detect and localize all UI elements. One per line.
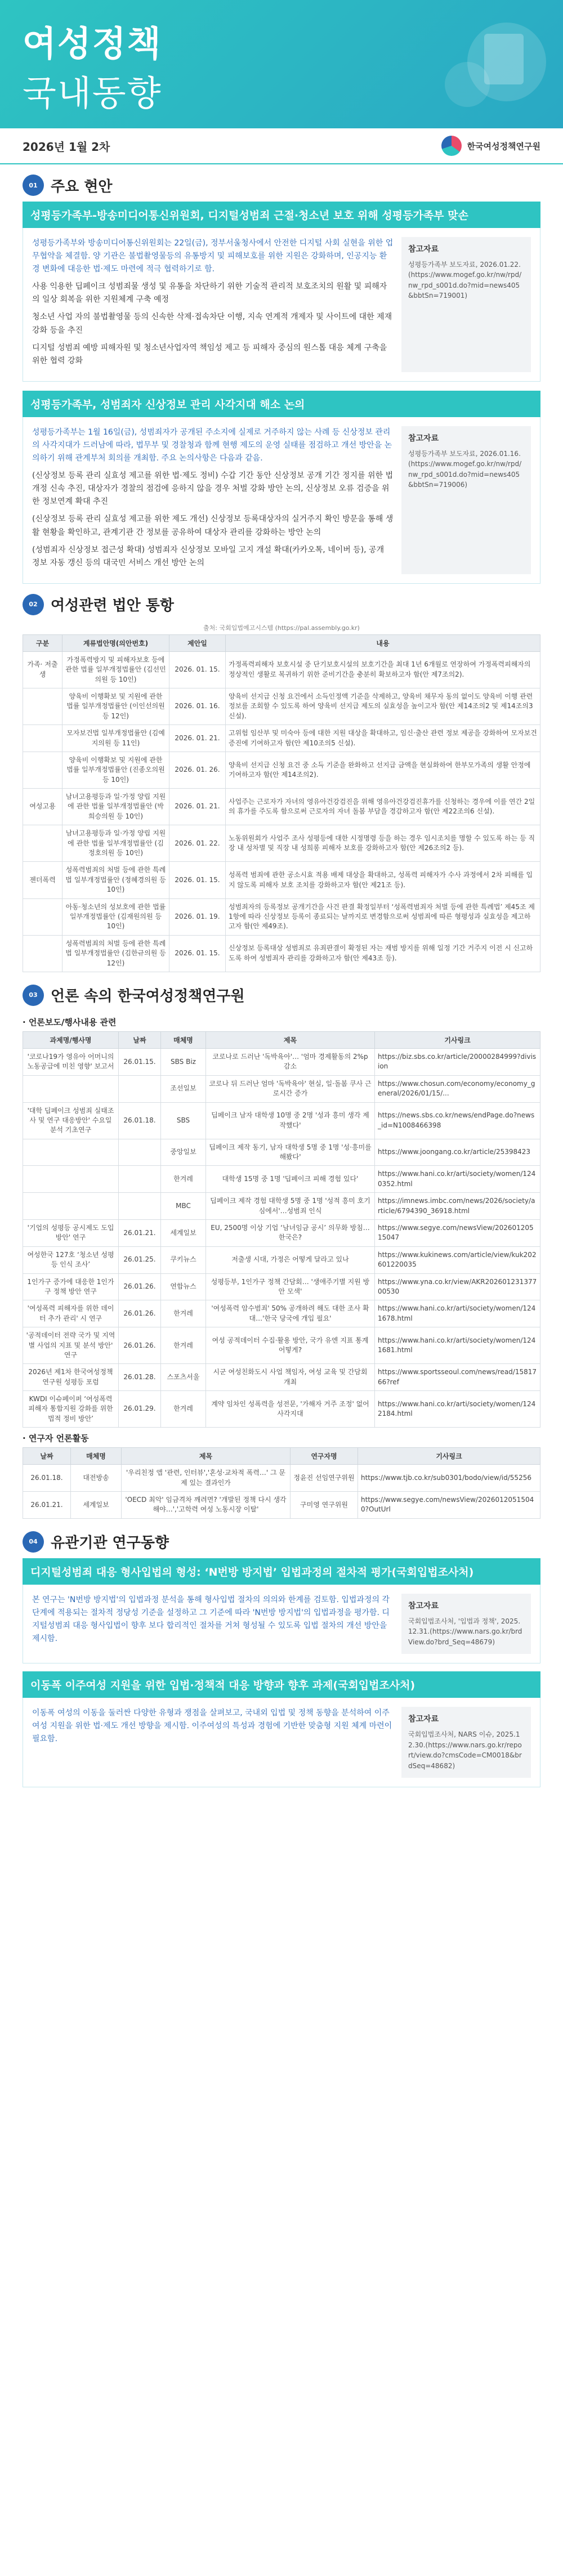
article-date: 26.01.26. xyxy=(119,1300,161,1327)
section-badge: 04 xyxy=(23,1531,44,1553)
task-name xyxy=(23,1075,119,1102)
media-name: 세계일보 xyxy=(161,1220,206,1247)
article-date: 26.01.15. xyxy=(119,1048,161,1075)
column-header: 과제명/행사명 xyxy=(23,1031,119,1048)
table-row xyxy=(23,898,540,935)
media-name: MBC xyxy=(161,1193,206,1220)
task-name xyxy=(23,1193,119,1220)
column-header: 제목 xyxy=(122,1448,291,1465)
table-row xyxy=(23,1075,540,1102)
reference-link[interactable]: 성평등가족부 보도자료, 2026.01.16.(https://www.mogef.go.kr/nw/rpd/nw_rpd_s001d.do?mid=news405&bbtSn=719006) xyxy=(408,449,522,489)
media-name: 중앙일보 xyxy=(161,1139,206,1166)
media-name: 세계일보 xyxy=(71,1492,122,1519)
article-date: 26.01.29. xyxy=(119,1391,161,1428)
news-body xyxy=(23,417,540,584)
issue-date: 2026년 1월 2차 xyxy=(23,140,110,154)
article-title: 저출생 시대, 가정은 어떻게 달라고 있나 xyxy=(206,1246,375,1273)
news-body xyxy=(23,1698,540,1787)
bill-name: 남녀고용평등과 일·가정 양립 지원에 관한 법률 일부개정법률안 (김정호의원 등 10인) xyxy=(62,825,169,862)
date-bar xyxy=(0,128,563,164)
media-name: 조선일보 xyxy=(161,1075,206,1102)
article-date xyxy=(119,1193,161,1220)
media-name: 연합뉴스 xyxy=(161,1273,206,1300)
article-title: 대학생 15명 중 1명 '딥페이크 피해 경험 있다' xyxy=(206,1166,375,1193)
law-category: 여성고용 xyxy=(23,789,62,825)
table-row xyxy=(23,1193,540,1220)
law-category xyxy=(23,688,62,724)
table-row xyxy=(23,1300,540,1327)
bill-content: 고위험 임산부 및 미숙아 등에 대한 지원 대상을 확대하고, 임신·출산 관련 정보 제공을 강화하여 모자보건 증진에 기여하고자 함(안 제10조의5 신설). xyxy=(226,725,540,752)
law-category xyxy=(23,825,62,862)
article-title: 딥페이크 남자 대학생 10명 중 2명 '성과 흥미 생각 제작했다' xyxy=(206,1102,375,1139)
news-lead: 이동폭 여성의 이동을 둘러싼 다양한 유형과 쟁점을 살펴보고, 국내외 입법 및 정책 동향을 분석하여 이주여성 지원을 위한 법·제도 개선 방향을 제시함. 이주여성의 특성과 경험에 기반한 맞춤형 지원 체계 마련이 필요함. xyxy=(32,1709,392,1744)
bill-content: 노동위원회가 사업주 조사 성평등에 대한 시정명령 등을 하는 경우 임시조치를 명할 수 있도록 하는 등 직장 내 성차별 및 직장 내 성희롱 피해자 보호를 강화하고자 함(안 제26조의2 등). xyxy=(226,825,540,862)
header-title-main: 여성정책 xyxy=(23,23,162,64)
media-name: 쿠키뉴스 xyxy=(161,1246,206,1273)
researcher-name: 정윤진 선임연구위원 xyxy=(291,1465,358,1492)
bill-content: 사업주는 근로자가 자녀의 영유아건강검진을 위해 영유아건강검진휴가를 신청하는 경우에 이를 연간 2일의 휴가를 주도록 함으로써 근로자의 자녀 돌봄 부담을 경감하고자 함(안 제22조의6 신설). xyxy=(226,789,540,825)
media-name: 스포츠서울 xyxy=(161,1364,206,1391)
media-name: SBS Biz xyxy=(161,1048,206,1075)
table-row xyxy=(23,1048,540,1075)
column-header: 연구자명 xyxy=(291,1448,358,1465)
column-header: 제안일 xyxy=(169,634,226,651)
reference-box xyxy=(401,1594,531,1654)
article-link[interactable]: https://www.hani.co.kr/arti/society/women/1241678.html xyxy=(375,1300,540,1327)
bill-content: 양육비 선지급 신청 요건에서 소득인정액 기준을 삭제하고, 양육비 채무자 동의 없이도 양육비 이행 관련 정보를 조회할 수 있도록 하여 양육비 선지급 제도의 실효성을 높이고자 함(안 제14조의2 및 제14조의3 신설). xyxy=(226,688,540,724)
news-lead: 성평등가족부와 방송미디어통신위원회는 22일(금), 정부서울청사에서 안전한 디지털 사회 실현을 위한 업무협약을 체결함. 양 기관은 불법촬영물등의 유통방지 및 피해보호를 위한 지원은 강화하며, 인공지능 환경 변화에 대응한 법·제도 마련에 적극 협력하기로 함. xyxy=(32,239,394,274)
proposal-date: 2026. 01. 16. xyxy=(169,688,226,724)
bill-name: 남녀고용평등과 일·가정 양립 지원에 관한 법률 일부개정법률안 (박희승의원 등 10인) xyxy=(62,789,169,825)
proposal-date: 2026. 01. 15. xyxy=(169,651,226,688)
column-header: 날짜 xyxy=(119,1031,161,1048)
column-header: 구분 xyxy=(23,634,62,651)
article-link[interactable]: https://news.sbs.co.kr/news/endPage.do?news_id=N1008466398 xyxy=(375,1102,540,1139)
reference-box xyxy=(401,1707,531,1778)
article-title: '여성폭력 암수범죄' 50% 공개하려 해도 대한 조사 확대…'한국 당국에 개입 필요' xyxy=(206,1300,375,1327)
law-category xyxy=(23,752,62,788)
section-badge: 01 xyxy=(23,175,44,196)
table-row xyxy=(23,935,540,972)
proposal-date: 2026. 01. 15. xyxy=(169,935,226,972)
article-title: 여성 공적데이터 수집·활용 방안, 국가 유엔 지표 통계 어떻게? xyxy=(206,1327,375,1364)
kwdi-logo-icon xyxy=(441,136,462,156)
reference-title: 참고자료 xyxy=(408,433,439,443)
table-row xyxy=(23,688,540,724)
law-category: 젠더폭력 xyxy=(23,862,62,898)
news-body xyxy=(23,1585,540,1663)
bill-content: 성폭력 범죄에 관한 공소시효 적용 배제 대상을 확대하고, 성폭력 피해자가 수사 과정에서 2차 피해를 입지 않도록 피해자 보호 조치를 강화하고자 함(안 제21조 등). xyxy=(226,862,540,898)
column-header: 날짜 xyxy=(23,1448,71,1465)
researcher-name: 구미영 연구위원 xyxy=(291,1492,358,1519)
article-link[interactable]: https://www.segye.com/newsView/20260120515040?OutUrl xyxy=(358,1492,540,1519)
article-date: 26.01.21. xyxy=(23,1492,71,1519)
news-point: (신상정보 등록 관리 실효성 제고를 위한 법·제도 정비) 수갑 기간 동안 신상정보 공개 기간 정지를 위한 법 개정 신속 추진, 대상자가 경찰의 점검에 응하지 않을 경우 처벌 강화 방안 논의, 신상정보 오류 검증을 위한 정보연계 확대 추진 xyxy=(32,471,394,507)
article-title: '우리친정 앱 '관련, 인터뷰','혼성·교차적 폭력…' 그 문제 있는 결과인가 xyxy=(122,1465,291,1492)
column-header: 매체명 xyxy=(71,1448,122,1465)
article-date: 26.01.28. xyxy=(119,1364,161,1391)
article-link[interactable]: https://www.joongang.co.kr/article/25398423 xyxy=(375,1139,540,1166)
section-badge: 02 xyxy=(23,594,44,615)
reference-title: 참고자료 xyxy=(408,245,439,254)
bill-content: 신상정보 등록대상 성범죄로 유죄판결이 확정된 자는 재범 방지를 위해 일정 기간 거주지 이전 시 신고하도록 하여 성범죄자 관리를 강화하고자 함(안 제43조 등). xyxy=(226,935,540,972)
law-category xyxy=(23,725,62,752)
bill-name: 아동·청소년의 성보호에 관한 법률 일부개정법률안 (김재원의원 등 10인) xyxy=(62,898,169,935)
bill-content: 성범죄자의 등록정보 공개기간을 사건 판결 확정일부터 ‘성폭력범죄자 처벌 등에 관한 특례법’ 제45조 제1항에 따라 신상정보 등록이 종료되는 날까지로 변경함으로써 성범죄에 따른 형평성과 실효성을 제고하고자 함(안 제49조). xyxy=(226,898,540,935)
proposal-date: 2026. 01. 21. xyxy=(169,789,226,825)
bill-name: 양육비 이행확보 및 지원에 관한 법률 일부개정법률안 (진종오의원 등 10인) xyxy=(62,752,169,788)
article-title: EU, 2500명 이상 기업 ‘남녀임금 공시’ 의무화 방침… 한국은? xyxy=(206,1220,375,1247)
header-title-sub: 국내동향 xyxy=(23,73,162,114)
article-link[interactable]: https://www.chosun.com/economy/economy_general/2026/01/15/... xyxy=(375,1075,540,1102)
article-link[interactable]: https://www.hani.co.kr/arti/society/women/1240352.html xyxy=(375,1166,540,1193)
article-title: 계약 임차인 성폭력을 성전문, '가해자 거주 조정' 없어 사각지대 xyxy=(206,1391,375,1428)
task-name: '기업의 성평등 공시제도 도입방안' 연구 xyxy=(23,1220,119,1247)
reference-link[interactable]: 성평등가족부 보도자료, 2026.01.22.(https://www.mogef.go.kr/nw/rpd/nw_rpd_s001d.do?mid=news405&bbtSn=719001) xyxy=(408,260,522,300)
table-row xyxy=(23,825,540,862)
column-header: 계류법안명(의안번호) xyxy=(62,634,169,651)
table-row xyxy=(23,1166,540,1193)
news-lead: 성평등가족부는 1월 16일(금), 성범죄자가 공개된 주소지에 실제로 거주하지 않는 사례 등 신상정보 관리의 사각지대가 드러남에 따라, 법무부 및 경찰청과 함께 현행 제도의 운영 실태를 점검하고 개선 방안을 논의하기 위해 관계부처 회의를 개최함. 주요 논의사항은 다음과 같음. xyxy=(32,427,392,463)
reference-link[interactable]: 국회입법조사처, '입법과 정책', 2025. 12.31.(https://www.nars.go.kr/brdView.do?brd_Seq=48679) xyxy=(408,1617,522,1646)
news-point: 디지털 성범죄 예방 피해자원 및 청소년사업자역 책임성 제고 등 피해자 중심의 원스톱 대응 체계 구축을 위한 협력 강화 xyxy=(32,343,387,365)
column-header: 매체명 xyxy=(161,1031,206,1048)
task-name: '대학 딥페이크 성범죄 실태조사 및 연구 대응방안' 수요일 분석 기초연구 xyxy=(23,1102,119,1139)
article-title: 코로나로 드러난 '독박육아'… '엄마 경제활동의 2%p 감소 xyxy=(206,1048,375,1075)
org-name: 한국여성정책연구원 xyxy=(467,141,540,151)
table-row xyxy=(23,651,540,688)
section-header-research xyxy=(0,1519,563,1558)
task-name: '여성폭력 피해자를 위한 데이터 추가 관리' 시 연구 xyxy=(23,1300,119,1327)
media-subhead: · 언론보도/행사내용 관련 xyxy=(23,1017,117,1027)
researcher-table xyxy=(23,1447,540,1519)
article-title: 딥페이크 제작 동기, 남자 대학생 5명 중 1명 '성·흥미를 해봤다' xyxy=(206,1139,375,1166)
media-name: SBS xyxy=(161,1102,206,1139)
proposal-date: 2026. 01. 19. xyxy=(169,898,226,935)
article-link[interactable]: https://biz.sbs.co.kr/article/20000284999?division xyxy=(375,1048,540,1075)
news-point: (신상정보 등록 관리 실효성 제고를 위한 제도 개선) 신상정보 등록대상자의 실거주지 확인 방문을 통해 생활 현황을 확인하고, 관계기관 간 정보를 공유하여 대상자 관리를 강화하는 방안 논의 xyxy=(32,515,394,537)
table-row xyxy=(23,789,540,825)
article-link[interactable]: https://imnews.imbc.com/news/2026/society/article/6794390_36918.html xyxy=(375,1193,540,1220)
article-date: 26.01.26. xyxy=(119,1327,161,1364)
article-title: 코로나 뒤 드러난 엄마 '독박육아' 현실, 일·돌봄 쿠사 근로시간 증가 xyxy=(206,1075,375,1102)
table-row xyxy=(23,725,540,752)
proposal-date: 2026. 01. 22. xyxy=(169,825,226,862)
task-name xyxy=(23,1166,119,1193)
proposal-date: 2026. 01. 21. xyxy=(169,725,226,752)
article-date: 26.01.18. xyxy=(119,1102,161,1139)
law-category xyxy=(23,935,62,972)
task-name: '공적데이터 전략 국가 및 지역별 사업의 지표 및 분석 방안' 연구 xyxy=(23,1327,119,1364)
article-link[interactable]: https://www.kukinews.com/article/view/kuk202601220035 xyxy=(375,1246,540,1273)
section-header-issues xyxy=(0,164,563,202)
media-name: 대전방송 xyxy=(71,1465,122,1492)
section-title: 언론 속의 한국여성정책연구원 xyxy=(51,988,245,1005)
section-header-media xyxy=(0,972,563,1012)
law-source: 출처: 국회입법예고시스템 (https://pal.assembly.go.kr) xyxy=(203,624,360,632)
article-date: 26.01.18. xyxy=(23,1465,71,1492)
bill-name: 양육비 이행확보 및 지원에 관한 법률 일부개정법률안 (이인선의원 등 12인) xyxy=(62,688,169,724)
news-point: (성범죄자 신상정보 접근성 확대) 성범죄자 신상정보 모바일 고지 개설 확대(카카오톡, 네이버 등), 공개 정보 자동 갱신 등의 대국민 서비스 개선 방안 논의 xyxy=(32,545,385,567)
article-date xyxy=(119,1075,161,1102)
task-name: '코로나19가 영유아 어머니의 노동공급에 미친 영향' 보고서 xyxy=(23,1048,119,1075)
article-link[interactable]: https://www.sportsseoul.com/news/read/1581766?ref xyxy=(375,1364,540,1391)
reference-box xyxy=(401,426,531,574)
law-table xyxy=(23,634,540,972)
article-date: 26.01.26. xyxy=(119,1273,161,1300)
section-badge: 03 xyxy=(23,985,44,1006)
table-row xyxy=(23,1139,540,1166)
table-row xyxy=(23,1327,540,1364)
bill-name: 성폭력범죄의 처벌 등에 관한 특례법 일부개정법률안 (김한규의원 등 12인) xyxy=(62,935,169,972)
task-name: 1인가구 증가에 대응한 1인가구 정책 방안 연구 xyxy=(23,1273,119,1300)
proposal-date: 2026. 01. 15. xyxy=(169,862,226,898)
news-title: 성평등가족부, 성범죄자 신상정보 관리 사각지대 해소 논의 xyxy=(23,391,540,417)
table-row xyxy=(23,1220,540,1247)
section-title: 주요 현안 xyxy=(51,178,113,195)
reference-link[interactable]: 국회입법조사처, NARS 이슈, 2025.12.30.(https://www.nars.go.kr/report/view.do?cmsCode=CM0018&brdSeq=48682) xyxy=(408,1730,522,1770)
org-logo xyxy=(441,136,540,156)
table-row xyxy=(23,1273,540,1300)
media-name: 한겨레 xyxy=(161,1300,206,1327)
media-table xyxy=(23,1031,540,1428)
article-date: 26.01.21. xyxy=(119,1220,161,1247)
task-name: 2026년 제1차 한국여성정책연구원 성평등 포럼 xyxy=(23,1364,119,1391)
reference-title: 참고자료 xyxy=(408,1715,439,1724)
table-row xyxy=(23,1465,540,1492)
media-name: 한겨레 xyxy=(161,1391,206,1428)
column-header: 기사링크 xyxy=(375,1031,540,1048)
table-row xyxy=(23,1246,540,1273)
article-link[interactable]: https://www.yna.co.kr/view/AKR20260123137700530 xyxy=(375,1273,540,1300)
section-title: 여성관련 법안 통항 xyxy=(51,597,175,615)
table-row xyxy=(23,1492,540,1519)
table-row xyxy=(23,1364,540,1391)
section-header-law xyxy=(0,584,563,621)
media-subhead: · 연구자 언론활동 xyxy=(23,1433,89,1444)
article-title: 'OECD 최악' 임금격차 깨려면? '개발된 정책 다시 생각해야…','고학력 여성 노동시장 이탈' xyxy=(122,1492,291,1519)
table-row xyxy=(23,1391,540,1428)
column-header: 기사링크 xyxy=(358,1448,540,1465)
bill-name: 성폭력범죄의 처벌 등에 관한 특례법 일부개정법률안 (정혜경의원 등 10인) xyxy=(62,862,169,898)
reference-title: 참고자료 xyxy=(408,1601,439,1611)
article-title: 성평등부, 1인가구 정책 간담회… '생애주기별 지원 방안 모색' xyxy=(206,1273,375,1300)
article-link[interactable]: https://www.segye.com/newsView/20260120515047 xyxy=(375,1220,540,1247)
article-title: 시군 여성친화도시 사업 책임자, 여성 교육 및 간담회 개최 xyxy=(206,1364,375,1391)
bill-name: 가정폭력방지 및 피해자보호 등에 관한 법률 일부개정법률안 (김선민의원 등 10인) xyxy=(62,651,169,688)
law-category: 가족· 저출생 xyxy=(23,651,62,688)
table-row xyxy=(23,862,540,898)
article-date xyxy=(119,1166,161,1193)
header-banner xyxy=(0,0,563,128)
law-category xyxy=(23,898,62,935)
article-date xyxy=(119,1139,161,1166)
article-date: 26.01.25. xyxy=(119,1246,161,1273)
news-lead: 본 연구는 'N번방 방지법'의 입법과정 분석을 통해 형사입법 절차의 의의와 한계를 검토함. 입법과정의 각 단계에 적용되는 절차적 정당성 기준을 설정하고 그 기준에 따라 'N번방 방지법'의 입법과정을 평가함. 디지털성범죄 대응 형사입법이 향후 보다 합리적인 절차를 거쳐 형성될 수 있도록 입법 절차의 개선 방안을 제시함. xyxy=(32,1595,390,1644)
news-title: 이동폭 이주여성 지원을 위한 입법·정책적 대응 방향과 향후 과제(국회입법조사처) xyxy=(23,1671,540,1698)
media-name: 한겨레 xyxy=(161,1166,206,1193)
task-name: KWDI 이슈페이퍼 ‘여성폭력 피해자 통합지원 강화를 위한 법적 정비 방안’ xyxy=(23,1391,119,1428)
news-point: 사용 익용한 딥페이크 성범죄물 생성 및 유통을 차단하기 위한 기술적 관리적 보호조치의 원활 및 피해자의 일상 회복을 위한 지원체계 구축 예정 xyxy=(32,282,387,305)
article-title: 딥페이크 제작 경험 대학생 5명 중 1명 '성적 흥미 호기심에서'…성범죄 인식 xyxy=(206,1193,375,1220)
task-name xyxy=(23,1139,119,1166)
article-link[interactable]: https://www.tjb.co.kr/sub0301/bodo/view/id/55256 xyxy=(358,1465,540,1492)
table-row xyxy=(23,752,540,788)
bill-content: 가정폭력피해자 보호시설 중 단기보호시설의 보호기간을 최대 1년 6개월로 연장하여 가정폭력피해자의 정상적인 생활로 복귀하기 위한 준비기간을 충분히 확보하고자 함(안 제7조의2). xyxy=(226,651,540,688)
section-title: 유관기관 연구동향 xyxy=(51,1535,169,1552)
column-header: 제목 xyxy=(206,1031,375,1048)
reference-box xyxy=(401,237,531,372)
header-decoration-icon xyxy=(400,11,546,124)
news-title: 성평등가족부-방송미디어통신위원회, 디지털성범죄 근절·청소년 보호 위해 성평등가족부 맞손 xyxy=(23,202,540,228)
news-title: 디지털성범죄 대응 형사입법의 형성: ‘N번방 방지법’ 입법과정의 절차적 평가(국회입법조사처) xyxy=(23,1558,540,1585)
proposal-date: 2026. 01. 26. xyxy=(169,752,226,788)
table-row xyxy=(23,1102,540,1139)
news-point: 청소년 사업 자의 불법촬영물 등의 신속한 삭제·접속차단 이행, 지속 연계적 개제자 및 사이트에 대한 제재 강화 등을 추진 xyxy=(32,312,392,335)
news-body xyxy=(23,228,540,382)
task-name: 여성한국 127호 ‘청소년 성평등 인식 조사’ xyxy=(23,1246,119,1273)
bill-name: 모자보건법 일부개정법률안 (김예지의원 등 11인) xyxy=(62,725,169,752)
bill-content: 양육비 선지급 신청 요건 중 소득 기준을 완화하고 선지급 금액을 현실화하여 한부모가족의 생활 안정에 기여하고자 함(안 제14조의2). xyxy=(226,752,540,788)
media-name: 한겨레 xyxy=(161,1327,206,1364)
column-header: 내용 xyxy=(226,634,540,651)
article-link[interactable]: https://www.hani.co.kr/arti/society/women/1241681.html xyxy=(375,1327,540,1364)
article-link[interactable]: https://www.hani.co.kr/arti/society/women/1242184.html xyxy=(375,1391,540,1428)
